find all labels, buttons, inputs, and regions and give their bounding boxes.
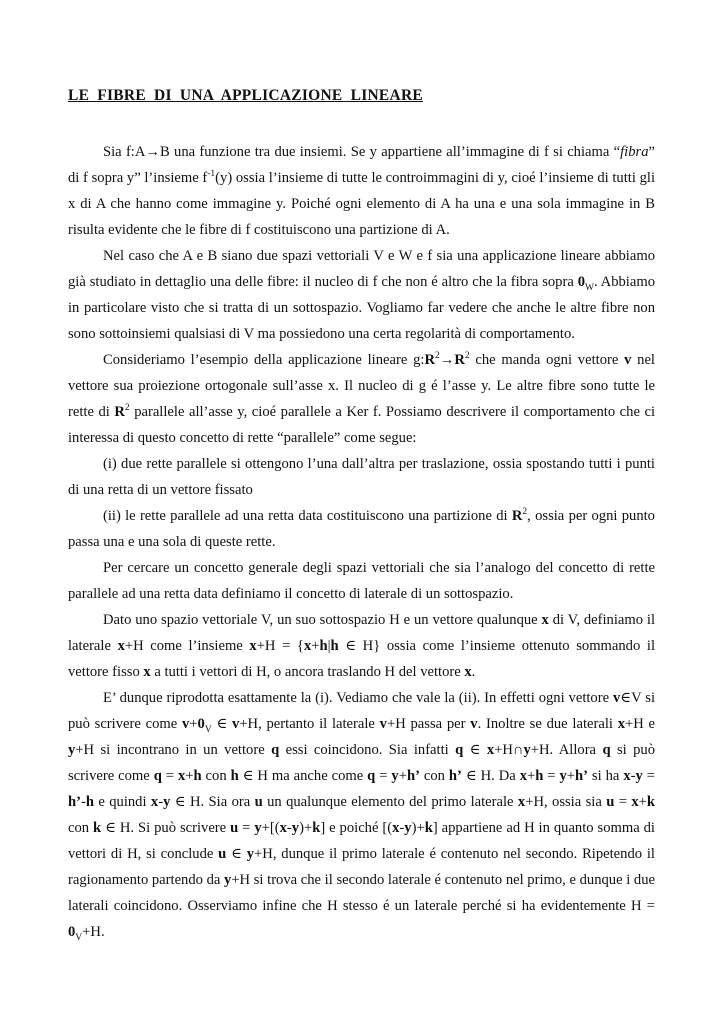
text-run: Consideriamo l’esempio della applicazione lineare g:: [103, 352, 425, 368]
text-run: nel vettore sua proiezione ortogonale sull’asse x. Il nucleo di g é l’asse y. Le altre fibre sono tutte le rette di: [68, 352, 655, 420]
text-run: =: [614, 794, 632, 810]
text-run: ∈: [211, 716, 233, 732]
text-run: =: [543, 768, 560, 784]
text-run: . Abbiamo in particolare visto che si tratta di un sottospazio. Vogliamo far vedere che anche le altre fibre non sono sottoinsiemi qualsiasi di V ma possiedono una certa regolarità di comportamento.: [68, 274, 655, 342]
text-run: +H come l’insieme: [124, 638, 250, 654]
text-run: +: [638, 794, 647, 810]
text-run: x: [143, 664, 151, 680]
text-run: Sia f:A: [103, 144, 146, 160]
text-run: +H, pertanto il laterale: [239, 716, 380, 732]
text-run: v: [232, 716, 240, 732]
text-run: parallele all’asse y, cioé parallele a Ker f. Possiamo descrivere il comportamento che ci interessa di questo concetto di rette “parallele” come segue:: [68, 404, 655, 446]
text-run: fibra: [620, 144, 649, 160]
text-run: , ossia per ogni punto passa una e una sola di queste rette.: [68, 508, 655, 550]
text-run: con: [201, 768, 231, 784]
text-run: x: [631, 794, 639, 810]
text-run: x: [519, 768, 527, 784]
text-run: +H∩: [494, 742, 524, 758]
text-run: q: [367, 768, 376, 784]
text-run: . Inoltre se due laterali: [477, 716, 618, 732]
text-run: ∈ H. Si può scrivere: [101, 820, 231, 836]
text-run: -: [630, 768, 636, 784]
text-run: ∈ H. Da: [461, 768, 520, 784]
text-run: B una funzione tra due insiemi. Se y appartiene all’immagine di f si chiama “: [160, 144, 621, 160]
text-run: +H. Allora: [530, 742, 603, 758]
text-run: x: [249, 638, 257, 654]
text-run: 2: [124, 403, 130, 414]
text-run: E’ dunque riprodotta esattamente la (i). Vediamo che vale la (ii). In effetti ogni vettore: [103, 690, 613, 706]
text-run: y: [391, 768, 399, 784]
text-run: x: [486, 742, 495, 758]
text-run: 0: [68, 924, 76, 940]
text-run: ] e poiché [(: [320, 820, 393, 836]
text-run: (ii) le rette parallele ad una retta data costituiscono una partizione di: [103, 508, 512, 524]
paragraph-concetto-laterale: [68, 555, 655, 607]
text-run: x: [464, 664, 472, 680]
text-run: con: [419, 768, 449, 784]
text-run: k: [646, 794, 655, 810]
text-run: h: [230, 768, 239, 784]
paragraph-spazi-vettoriali: [68, 243, 655, 347]
text-run: h: [85, 794, 94, 810]
text-run: x: [150, 794, 159, 810]
text-run: 2: [434, 351, 440, 362]
text-run: v: [612, 690, 621, 706]
text-run: →: [439, 352, 455, 368]
text-run: R: [454, 352, 465, 368]
text-run: v: [181, 716, 190, 732]
text-run: =: [642, 768, 655, 784]
text-run: Dato uno spazio vettoriale V, un suo sottospazio H e un vettore qualunque: [103, 612, 542, 628]
text-run: ] appartiene ad H in quanto somma di vettori di H, si conclude: [68, 820, 655, 862]
text-run: x: [517, 794, 526, 810]
text-run: Per cercare un concetto generale degli spazi vettoriali che sia l’analogo del concetto di rette parallele ad una retta data definiamo il concetto di laterale di un sottospazio.: [68, 560, 655, 602]
text-run: +: [398, 768, 407, 784]
text-run: V: [75, 932, 83, 943]
text-run: -1: [207, 169, 216, 180]
text-run: che manda ogni vettore: [469, 352, 625, 368]
text-run: -: [399, 820, 405, 836]
text-run: -: [158, 794, 164, 810]
text-run: +H passa per: [386, 716, 471, 732]
text-run: k: [312, 820, 321, 836]
text-run: ” di f sopra y” l’insieme f: [68, 144, 655, 186]
text-run: +H, dunque il primo laterale é contenuto nel secondo. Ripetendo il ragionamento partendo da: [68, 846, 655, 888]
text-run: k: [93, 820, 102, 836]
paragraph-esempio-proiezione: [68, 347, 655, 451]
text-run: +H si trova che il secondo laterale é contenuto nel primo, e dunque i due laterali coincidono. Osserviamo infine che H stesso é un laterale perché si ha evidentemente H =: [68, 872, 655, 914]
text-run: v: [379, 716, 387, 732]
text-run: h: [330, 638, 339, 654]
text-run: k: [424, 820, 433, 836]
text-run: si può scrivere come: [68, 742, 655, 784]
text-run: h’: [406, 768, 420, 784]
text-run: V: [204, 724, 212, 735]
text-run: +[(: [261, 820, 280, 836]
text-run: Nel caso che A e B siano due spazi vettoriali V e W e f sia una applicazione lineare abbiamo già studiato in dettaglio una delle fibre: il nucleo di f che non é altro che la fibra sopra: [68, 248, 655, 290]
text-run: x: [177, 768, 186, 784]
text-run: di V, definiamo il laterale: [68, 612, 655, 654]
text-run: a tutti i vettori di H, o ancora traslando H del vettore: [150, 664, 465, 680]
paragraph-definizione-laterale: [68, 607, 655, 685]
text-run: +H e: [625, 716, 656, 732]
text-run: y: [635, 768, 643, 784]
text-run: y: [559, 768, 567, 784]
paragraph-intro-fibra: [68, 139, 655, 243]
text-run: h: [193, 768, 202, 784]
text-run: y: [163, 794, 171, 810]
paragraph-property-i: [68, 451, 655, 503]
text-run: R: [511, 508, 523, 524]
text-run: u: [254, 794, 263, 810]
text-run: W: [584, 282, 594, 293]
text-run: .: [471, 664, 476, 680]
text-run: |: [327, 638, 331, 654]
text-run: y: [224, 872, 232, 888]
text-run: 2: [464, 351, 470, 362]
text-run: q: [602, 742, 611, 758]
text-run: ∈: [226, 846, 247, 862]
text-run: y: [291, 820, 300, 836]
paragraph-dimostrazione: [68, 685, 655, 945]
text-run: y: [254, 820, 262, 836]
text-run: +: [526, 768, 536, 784]
text-run: y: [246, 846, 255, 862]
text-run: +H si incontrano in un vettore: [75, 742, 272, 758]
text-run: 2: [522, 507, 528, 518]
document-body: [68, 139, 655, 945]
text-run: x: [541, 612, 549, 628]
text-run: =: [161, 768, 178, 784]
text-run: +: [185, 768, 194, 784]
text-run: y: [68, 742, 76, 758]
text-run: h: [319, 638, 328, 654]
text-run: h’: [448, 768, 462, 784]
text-run: )+: [299, 820, 313, 836]
text-run: h: [535, 768, 544, 784]
text-run: con: [68, 820, 94, 836]
text-run: x: [617, 716, 625, 732]
text-run: +: [566, 768, 575, 784]
text-run: -: [80, 794, 86, 810]
text-run: +H.: [82, 924, 105, 940]
text-run: un qualunque elemento del primo laterale: [262, 794, 518, 810]
text-run: x: [303, 638, 312, 654]
text-run: y: [404, 820, 412, 836]
text-run: ∈: [463, 742, 487, 758]
text-run: v: [470, 716, 478, 732]
text-run: e quindi: [93, 794, 151, 810]
text-run: x: [392, 820, 400, 836]
text-run: u: [230, 820, 239, 836]
paragraph-property-ii: [68, 503, 655, 555]
text-run: ∈V si può scrivere come: [68, 690, 655, 732]
text-run: u: [218, 846, 227, 862]
text-run: 0: [197, 716, 205, 732]
text-run: ∈ H ma anche come: [238, 768, 368, 784]
text-run: v: [624, 352, 632, 368]
text-run: h’: [68, 794, 81, 810]
text-run: (i) due rette parallele si ottengono l’una dall’altra per traslazione, ossia spostando tutti i punti di una retta di un vettore fissato: [68, 456, 655, 498]
text-run: R: [114, 404, 125, 420]
text-run: y: [523, 742, 531, 758]
text-run: u: [606, 794, 615, 810]
text-run: q: [455, 742, 464, 758]
text-run: x: [279, 820, 287, 836]
text-run: x: [117, 638, 125, 654]
text-run: →: [145, 144, 160, 160]
text-run: )+: [411, 820, 425, 836]
text-run: x: [623, 768, 631, 784]
text-run: +: [189, 716, 198, 732]
text-run: +H, ossia sia: [525, 794, 607, 810]
text-run: (y) ossia l’insieme di tutte le controimmagini di y, cioé l’insieme di tutti gli x di A che hanno come immagine y. Poiché ogni elemento di A ha una e una sola immagine in B risulta evidente che le fibre di f costituiscono una partizione di A.: [68, 170, 655, 238]
text-run: +: [311, 638, 320, 654]
text-run: q: [153, 768, 162, 784]
text-run: =: [238, 820, 255, 836]
text-run: 0: [577, 274, 585, 290]
text-run: -: [286, 820, 292, 836]
text-run: +H = {: [256, 638, 304, 654]
text-run: =: [375, 768, 392, 784]
text-run: q: [271, 742, 280, 758]
text-run: si ha: [587, 768, 624, 784]
text-run: ∈ H. Sia ora: [170, 794, 255, 810]
text-run: essi coincidono. Sia infatti: [279, 742, 456, 758]
text-run: R: [424, 352, 435, 368]
text-run: h’: [575, 768, 588, 784]
text-run: ∈ H} ossia come l’insieme ottenuto sommando il vettore fisso: [68, 638, 655, 680]
document-title: LE FIBRE DI UNA APPLICAZIONE LINEARE: [68, 87, 423, 104]
